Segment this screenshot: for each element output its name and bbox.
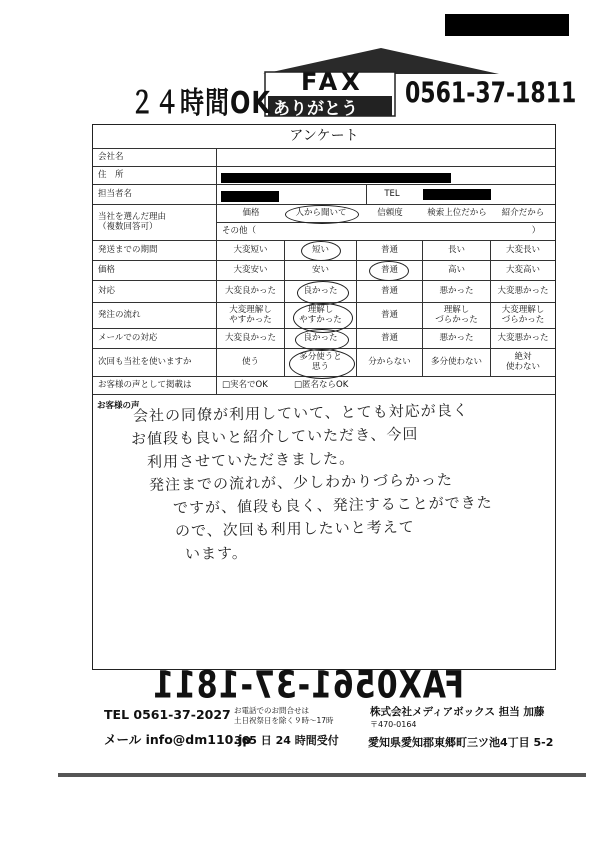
header-fax-number: 0561-37-1811: [405, 78, 577, 111]
header-fax: FAX: [301, 68, 364, 96]
publish-real-name[interactable]: □実名でOK: [217, 377, 289, 395]
rating-option[interactable]: 良かった: [285, 329, 357, 349]
voice-line: います。: [184, 543, 248, 563]
rating-label: 価格: [93, 261, 217, 281]
reason-other-close: ）: [517, 223, 555, 241]
voice-line: 発注までの流れが、少しわかりづらかった: [148, 470, 454, 494]
redaction-contact: [221, 191, 279, 202]
rating-option[interactable]: 高い: [423, 261, 491, 281]
circle-mark: [369, 261, 409, 281]
contact-label: 担当者名: [93, 185, 217, 205]
circle-mark: [285, 205, 359, 224]
rating-option[interactable]: 安い: [285, 261, 357, 281]
footer-hours: 365 日 24 時間受付: [234, 734, 339, 747]
circle-mark: [289, 349, 355, 379]
footer-company: 株式会社メディアボックス 担当 加藤: [370, 706, 545, 718]
rating-option[interactable]: 大変良かった: [217, 281, 285, 303]
reason-opt-referral-heard[interactable]: 人から聞いて: [285, 205, 357, 223]
rating-option[interactable]: 普通: [357, 241, 423, 261]
publish-anonymous[interactable]: □匿名ならOK: [289, 377, 555, 395]
rating-option[interactable]: 使う: [217, 349, 285, 377]
survey-form: [92, 124, 556, 670]
redaction-bar: [445, 14, 569, 36]
rating-option[interactable]: 普通: [357, 329, 423, 349]
voice-line: ですが、値段も良く、発注することができた: [172, 493, 493, 517]
rating-option[interactable]: 大変良かった: [217, 329, 285, 349]
rating-option[interactable]: 大変長い: [491, 241, 555, 261]
voice-label: お客様の声: [97, 401, 140, 411]
tel-label: TEL: [367, 185, 417, 205]
footer-tel: TEL 0561-37-2027: [104, 707, 231, 722]
form-title: アンケート: [93, 125, 555, 149]
address-label: 住 所: [93, 167, 217, 185]
reason-other[interactable]: その他（: [217, 223, 517, 241]
voice-line: 利用させていただきました。: [146, 449, 356, 471]
rating-option[interactable]: 大変高い: [491, 261, 555, 281]
rating-label: 発送までの期間: [93, 241, 217, 261]
rating-option[interactable]: 悪かった: [423, 329, 491, 349]
rating-option[interactable]: 分からない: [357, 349, 423, 377]
circle-mark: [297, 281, 349, 305]
circle-mark: [301, 241, 341, 261]
company-label: 会社名: [93, 149, 217, 167]
rating-option[interactable]: 大変悪かった: [491, 281, 555, 303]
reason-opt-intro[interactable]: 紹介だから: [491, 205, 555, 223]
footer-mail: メール info@dm110.jp: [104, 732, 252, 747]
rating-option[interactable]: 理解し づらかった: [423, 303, 491, 329]
footer-phone-note-1: お電話でのお問合せは: [234, 706, 309, 715]
rating-option[interactable]: 普通: [357, 261, 423, 281]
scan-edge-line: [58, 773, 586, 777]
circle-mark: [295, 329, 349, 351]
rating-option[interactable]: 大変短い: [217, 241, 285, 261]
rating-option[interactable]: 大変悪かった: [491, 329, 555, 349]
company-field[interactable]: [217, 149, 555, 167]
voice-line: お値段も良いと紹介していただき、今回: [130, 424, 419, 448]
rating-option[interactable]: 多分使わない: [423, 349, 491, 377]
footer-zip: 〒470-0164: [370, 720, 417, 729]
reason-opt-trust[interactable]: 信頼度: [357, 205, 423, 223]
redaction-tel: [423, 189, 491, 200]
rating-option[interactable]: 大変安い: [217, 261, 285, 281]
publish-label: お客様の声として掲載は: [93, 377, 217, 395]
rating-option[interactable]: 普通: [357, 281, 423, 303]
rating-option[interactable]: 長い: [423, 241, 491, 261]
rating-option[interactable]: 普通: [357, 303, 423, 329]
reason-opt-search[interactable]: 検索上位だから: [423, 205, 491, 223]
rating-label: メールでの対応: [93, 329, 217, 349]
rating-option[interactable]: 短い: [285, 241, 357, 261]
reason-label: 当社を選んだ理由 （複数回答可）: [93, 205, 217, 241]
redaction-address: [221, 173, 451, 183]
rating-option[interactable]: 大変理解し やすかった: [217, 303, 285, 329]
voice-line: ので、次回も利用したいと考えて: [174, 517, 415, 540]
fax-number-mirrored: FAX0561-37-1811: [152, 663, 465, 708]
rating-option[interactable]: 絶対 使わない: [491, 349, 555, 377]
rating-label: 対応: [93, 281, 217, 303]
reason-opt-price[interactable]: 価格: [217, 205, 285, 223]
footer-phone-note-2: 土日祝祭日を除く９時〜17時: [234, 716, 334, 725]
rating-option[interactable]: 良かった: [285, 281, 357, 303]
rating-label: 次回も当社を使いますか: [93, 349, 217, 377]
header-banner: [118, 48, 577, 121]
footer-address: 愛知県愛知郡東郷町三ツ池4丁目 5-2: [368, 736, 554, 749]
header-thanks: ありがとう: [273, 99, 358, 119]
rating-option[interactable]: 悪かった: [423, 281, 491, 303]
rating-label: 発注の流れ: [93, 303, 217, 329]
voice-line: 会社の同僚が利用していて、とても対応が良く: [132, 401, 469, 425]
rating-option[interactable]: 大変理解し づらかった: [491, 303, 555, 329]
header-24h: ２４時間OK: [130, 85, 271, 121]
rating-option[interactable]: 理解し やすかった: [285, 303, 357, 329]
rating-option[interactable]: 多分使うと 思う: [285, 349, 357, 377]
